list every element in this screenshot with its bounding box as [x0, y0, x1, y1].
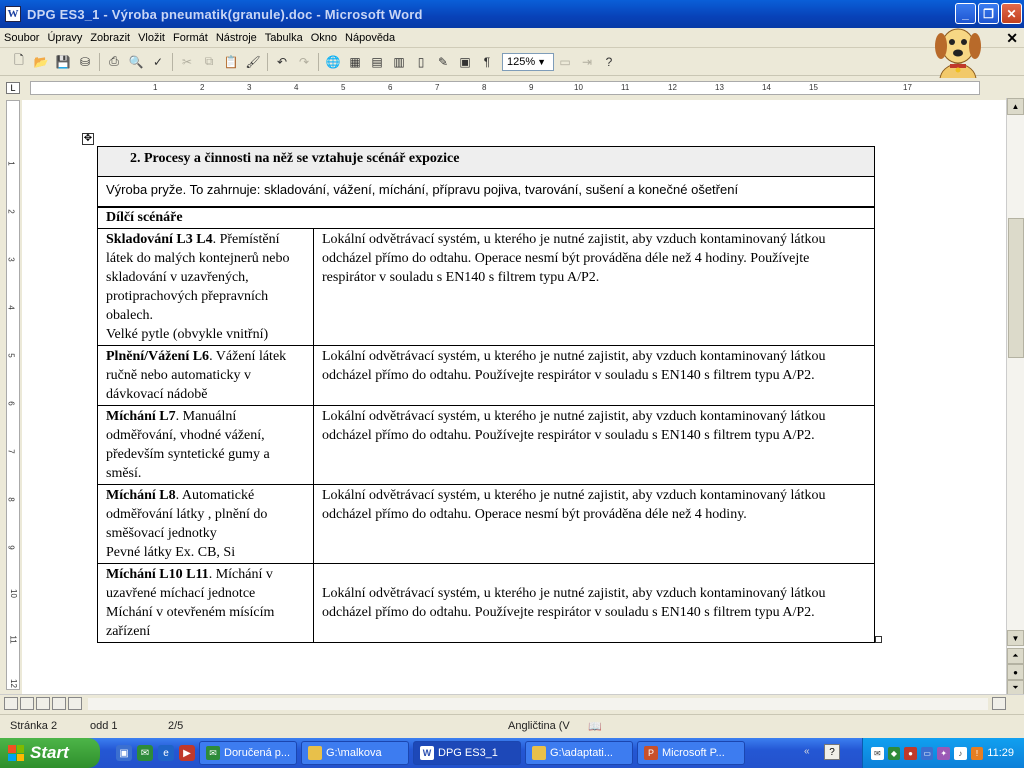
antivirus-tray-icon[interactable]: ● — [904, 747, 917, 760]
cut-icon[interactable]: ✂ — [181, 54, 193, 69]
ruler-number: 2 — [200, 83, 205, 92]
columns-icon[interactable]: ▯ — [417, 54, 425, 69]
table-resize-handle[interactable] — [875, 636, 882, 643]
ruler-number: 3 — [6, 257, 16, 262]
taskbar-item-folder-adaptati[interactable] — [525, 741, 633, 765]
scenario-title: Míchání L7 — [106, 408, 176, 424]
increase-indent-icon[interactable]: ⇥ — [581, 54, 593, 69]
scenario-title: Míchání L10 L11 — [106, 566, 209, 582]
menu-bar — [0, 28, 1024, 48]
ruler-number: 10 — [8, 589, 18, 598]
table-row — [98, 228, 875, 345]
taskbar-item-word-document[interactable] — [413, 741, 521, 765]
start-label: Start — [30, 743, 69, 762]
ruler-track[interactable] — [30, 81, 980, 95]
status-language[interactable]: Angličtina (V — [508, 720, 570, 732]
paste-icon[interactable]: 📋 — [223, 54, 239, 69]
scroll-down-arrow-icon[interactable]: ▼ — [1007, 630, 1024, 646]
ruler-number: 4 — [6, 305, 16, 310]
table-intro-row — [98, 177, 875, 207]
scenario-title: Plnění/Vážení L6 — [106, 348, 210, 364]
help-icon[interactable]: ? — [824, 744, 840, 760]
show-formatting-icon[interactable]: ¶ — [483, 54, 491, 69]
previous-page-icon[interactable]: ⏶ — [1007, 648, 1024, 664]
print-layout-view-icon[interactable] — [36, 697, 50, 710]
scenario-desc: . Přemístění látek do malých kontejnerů nebo skladování v uzavřených, protiprachových přepravních obalech. Velké pytle (obvykle vnitřní) — [106, 231, 290, 342]
measure-cell: Lokální odvětrávací systém, u kterého je nutné zajistit, aby vzduch kontaminovaný látkou odcházel přímo do odtahu. Operace nesmí být prováděna déle než 4 hodiny. Používejte respirátor v souladu s EN140 s filtrem typu A/P2. — [314, 228, 875, 345]
ruler-number: 13 — [715, 83, 724, 92]
word-app-icon[interactable]: W — [5, 6, 21, 22]
menu-soubor[interactable]: Soubor — [4, 31, 40, 44]
print-icon[interactable]: ⎙ — [109, 54, 119, 68]
read-icon[interactable]: ▭ — [559, 54, 571, 69]
permission-icon[interactable]: ⛁ — [79, 54, 91, 69]
web-layout-view-icon[interactable] — [20, 697, 34, 710]
scroll-up-arrow-icon[interactable]: ▲ — [1007, 98, 1024, 115]
status-page: Stránka 2 — [10, 720, 58, 732]
measure-cell: Lokální odvětrávací systém, u kterého je nutné zajistit, aby vzduch kontaminovaný látkou odcházel přímo do odtahu. Používejte respirátor v souladu s EN140 s filtrem typu A/P2. — [314, 405, 875, 484]
taskbar-item-label: Doručená p... — [224, 747, 291, 759]
measure-cell: Lokální odvětrávací systém, u kterého je nutné zajistit, aby vzduch kontaminovaný látkou odcházel přímo do odtahu. Operace nesmí být prováděna déle než 4 hodiny. — [314, 484, 875, 563]
quick-launch — [116, 745, 195, 761]
internet-explorer-icon[interactable]: e — [158, 745, 174, 761]
toolbar-separator — [99, 53, 100, 71]
clock[interactable]: 11:29 — [987, 747, 1014, 759]
document-close-icon[interactable]: ✕ — [1006, 30, 1018, 46]
spelling-status-icon[interactable]: 📖 — [588, 721, 602, 733]
standard-toolbar — [0, 48, 1024, 76]
monitor-tray-icon[interactable]: ▭ — [921, 747, 934, 760]
ruler-number: 1 — [153, 83, 158, 92]
word-icon: W — [420, 746, 434, 760]
powerpoint-icon: P — [644, 746, 658, 760]
ruler-number: 1 — [6, 161, 16, 166]
zoom-value: 125% — [507, 55, 536, 68]
taskbar-item-label: G:\adaptati... — [550, 747, 613, 759]
table-row — [98, 563, 875, 642]
menu-vlozit[interactable]: Vložit — [138, 31, 165, 44]
open-folder-icon[interactable]: 📂 — [33, 54, 49, 69]
status-section: odd 1 — [90, 720, 118, 732]
table-subheading-row — [98, 207, 875, 229]
scenario-cell — [98, 484, 314, 563]
taskbar — [0, 738, 1024, 768]
format-painter-icon[interactable]: 🖌 — [245, 54, 261, 69]
ruler-number: 10 — [574, 83, 583, 92]
table-row — [98, 484, 875, 563]
scenario-desc: . Vážení látek ručně nebo automaticky v dávkovací nádobě — [106, 348, 287, 402]
ruler-number: 5 — [6, 353, 16, 358]
measure-cell: Lokální odvětrávací systém, u kterého je nutné zajistit, aby vzduch kontaminovaný látkou odcházel přímo do odtahu. Používejte respirátor v souladu s EN140 s filtrem typu A/P2. — [314, 345, 875, 405]
tables-borders-icon[interactable]: ▦ — [349, 54, 361, 69]
scroll-thumb[interactable] — [1008, 218, 1024, 358]
scenario-cell — [98, 228, 314, 345]
scenario-cell — [98, 563, 314, 642]
scenario-table[interactable] — [97, 146, 875, 643]
print-preview-icon[interactable]: 🔍 — [128, 54, 144, 69]
ruler-number: 5 — [341, 83, 346, 92]
scenario-title: Míchání L8 — [106, 487, 176, 503]
horizontal-ruler[interactable] — [0, 78, 1006, 98]
ruler-number: 12 — [8, 679, 18, 688]
show-desktop-icon[interactable]: ▣ — [116, 745, 132, 761]
ruler-number: 6 — [6, 401, 16, 406]
vertical-scrollbar[interactable] — [1006, 98, 1024, 694]
ruler-number: 8 — [482, 83, 487, 92]
taskbar-item-powerpoint[interactable] — [637, 741, 745, 765]
menu-okno[interactable]: Okno — [310, 31, 338, 44]
redo-icon[interactable]: ↷ — [298, 54, 310, 69]
network-tray-icon[interactable]: ◆ — [888, 747, 901, 760]
drawing-icon[interactable]: ✎ — [437, 54, 449, 69]
ruler-number: 3 — [247, 83, 252, 92]
horizontal-scrollbar[interactable] — [0, 694, 1024, 712]
toolbar-separator — [172, 53, 173, 71]
menu-napoveda[interactable]: Nápověda — [345, 31, 396, 44]
intro-text: Výroba pryže. To zahrnuje: skladování, vážení, míchání, přípravu pojiva, tvarování, sušení a konečné ošetření — [98, 177, 875, 207]
spelling-icon[interactable]: ✓ — [152, 54, 164, 69]
ruler-number: 8 — [6, 497, 16, 502]
undo-icon[interactable]: ↶ — [276, 54, 288, 69]
menu-upravy[interactable]: Úpravy — [47, 31, 83, 44]
close-button[interactable]: ✕ — [1001, 3, 1022, 24]
ruler-number: 17 — [903, 83, 912, 92]
system-tray — [862, 738, 1024, 768]
ruler-number: 14 — [762, 83, 771, 92]
status-pages: 2/5 — [168, 720, 184, 732]
browse-object-icon[interactable]: ● — [1007, 664, 1024, 680]
scroll-right-arrow-icon[interactable] — [992, 697, 1006, 710]
table-header-row — [98, 147, 875, 177]
outline-view-icon[interactable] — [52, 697, 66, 710]
table-move-handle-icon[interactable]: ✥ — [83, 133, 93, 144]
email-icon: ✉ — [206, 746, 220, 760]
document-map-icon[interactable]: ▣ — [459, 54, 471, 69]
normal-view-icon[interactable] — [4, 697, 18, 710]
scenario-cell — [98, 405, 314, 484]
menu-nastroje[interactable]: Nástroje — [215, 31, 257, 44]
hyperlink-icon[interactable]: 🌐 — [325, 54, 341, 69]
ruler-number: 6 — [388, 83, 393, 92]
menu-zobrazit[interactable]: Zobrazit — [90, 31, 131, 44]
scroll-left-arrow-icon[interactable] — [68, 697, 82, 710]
folder-icon — [532, 746, 546, 760]
folder-icon — [308, 746, 322, 760]
minimize-button[interactable]: _ — [955, 3, 976, 24]
copy-icon[interactable]: ⧉ — [204, 54, 214, 68]
start-button[interactable] — [0, 738, 100, 768]
outlook-icon[interactable]: ✉ — [137, 745, 153, 761]
vertical-ruler[interactable] — [6, 100, 20, 690]
ruler-number: 7 — [6, 449, 16, 454]
volume-tray-icon[interactable]: ♪ — [954, 747, 967, 760]
windows-logo-icon — [8, 745, 24, 761]
taskbar-item-folder-malkova[interactable] — [301, 741, 409, 765]
security-tray-icon[interactable]: ✦ — [937, 747, 950, 760]
ruler-number: 11 — [621, 83, 630, 92]
taskbar-item-inbox[interactable] — [199, 741, 297, 765]
restore-button[interactable]: ❐ — [978, 3, 999, 24]
taskbar-item-label: G:\malkova — [326, 747, 382, 759]
next-page-icon[interactable]: ⏷ — [1007, 680, 1024, 696]
mail-tray-icon[interactable]: ✉ — [871, 747, 884, 760]
insert-table-icon[interactable]: ▤ — [371, 54, 383, 69]
ruler-number: 9 — [6, 545, 16, 550]
measure-cell: Lokální odvětrávací systém, u kterého je nutné zajistit, aby vzduch kontaminovaný látkou odcházel přímo do odtahu. Používejte respirátor v souladu s EN140 s filtrem typu A/P2. — [314, 563, 875, 642]
taskbar-item-label: DPG ES3_1 — [438, 747, 498, 759]
scenario-desc: . Automatické odměřování látky , plnění do směšovací jednotky Pevné látky Ex. CB, Si — [106, 487, 268, 560]
table-row — [98, 405, 875, 484]
ruler-number: 12 — [668, 83, 677, 92]
ruler-number: 2 — [6, 209, 16, 214]
ruler-number: 15 — [809, 83, 818, 92]
toolbar-separator — [318, 53, 319, 71]
new-document-icon[interactable]: 🗋 — [14, 53, 24, 67]
title-bar — [0, 0, 1024, 28]
document-page[interactable] — [22, 100, 1006, 694]
ruler-number: 11 — [8, 635, 18, 644]
horizontal-scroll-track[interactable] — [88, 698, 988, 710]
toolbar-separator — [267, 53, 268, 71]
zoom-box[interactable] — [502, 53, 554, 71]
window-title: DPG ES3_1 - Výroba pneumatik(granule).doc - Microsoft Word — [27, 6, 423, 22]
save-icon[interactable]: 💾 — [55, 54, 71, 69]
table-row — [98, 345, 875, 405]
update-tray-icon[interactable]: ! — [971, 747, 984, 760]
help-icon[interactable]: ? — [605, 54, 613, 69]
scenario-title: Skladování L3 L4 — [106, 231, 213, 247]
ruler-number: 7 — [435, 83, 440, 92]
ruler-number: 4 — [294, 83, 299, 92]
scenario-desc: . Manuální odměřování, vhodné vážení, především syntetické gumy a směsí. — [106, 408, 270, 481]
insert-excel-icon[interactable]: ▥ — [393, 54, 405, 69]
menu-tabulka[interactable]: Tabulka — [264, 31, 303, 44]
scenario-desc: . Míchání v uzavřené míchací jednotce Míchání v otevřeném mísícím zařízení — [106, 566, 275, 639]
ruler-number: 9 — [529, 83, 534, 92]
menu-format[interactable]: Formát — [172, 31, 208, 44]
section-title: 2. Procesy a činnosti na něž se vztahuje scénář expozice — [98, 147, 875, 177]
chevron-down-icon[interactable]: ▼ — [537, 56, 547, 67]
status-bar — [0, 714, 1024, 736]
taskbar-item-label: Microsoft P... — [662, 747, 725, 759]
media-player-icon[interactable]: ▶ — [179, 745, 195, 761]
expand-arrows-icon[interactable]: « — [804, 746, 810, 757]
tab-selector[interactable]: L — [6, 82, 20, 94]
subheading: Dílčí scénáře — [98, 207, 875, 229]
scenario-cell — [98, 345, 314, 405]
